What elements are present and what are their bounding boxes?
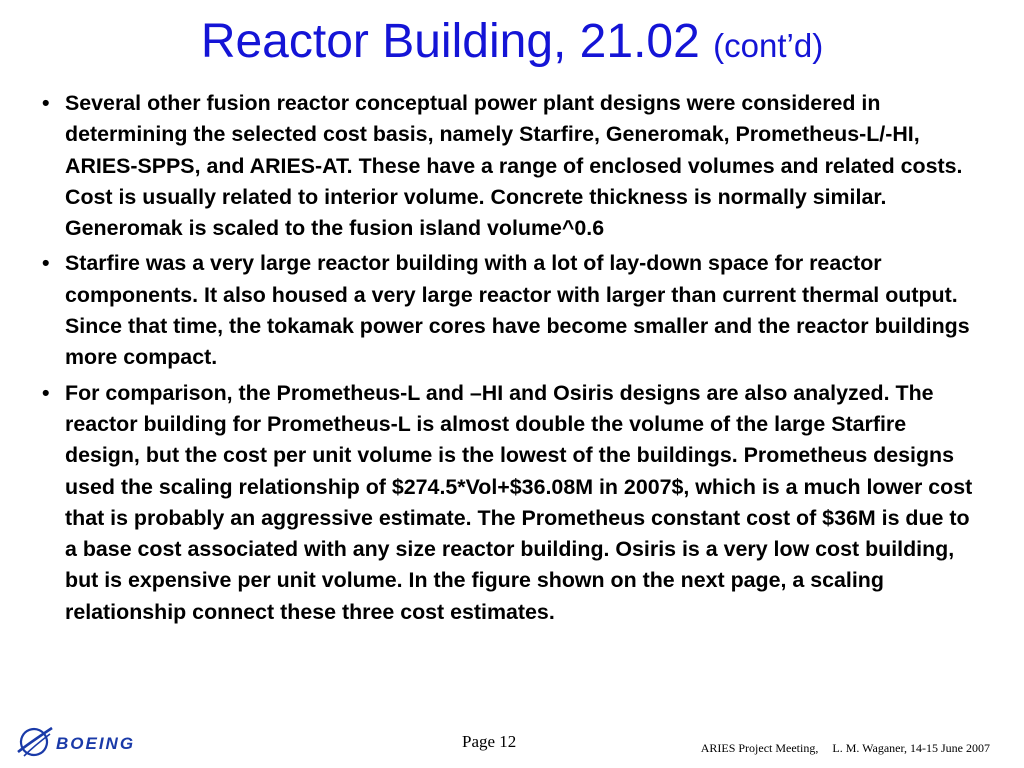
slide-title-suffix: (cont’d) bbox=[713, 27, 824, 64]
footer-meeting-info bbox=[701, 741, 990, 756]
slide-title bbox=[0, 14, 1024, 74]
bullet-item-1: • Several other fusion reactor conceptual power plant designs were considered in determining the selected cost basis, namely Starfire, Generomak, Prometheus-L/-HI, ARIES-SPPS, and ARIES-AT. These have a range of enclosed volumes and related costs. Cost is usually related to interior volume. Concrete thickness is normally similar. Generomak is scaled to the fusion island volume^0.6 bbox=[40, 88, 980, 244]
bullet-list bbox=[40, 88, 980, 632]
bullet-item-2: • Starfire was a very large reactor building with a lot of lay-down space for reactor components. It also housed a very large reactor with larger than current thermal output. Since that time, the tokamak power cores have become smaller and the reactor buildings more compact. bbox=[40, 248, 980, 373]
boeing-wordmark: BOEING bbox=[56, 734, 136, 753]
bullet-item-3: • For comparison, the Prometheus-L and –HI and Osiris designs are also analyzed. The reactor building for Prometheus-L is almost double the volume of the large Starfire design, but the cost per unit volume is the lowest of the buildings. Prometheus designs used the scaling relationship of $274.5*Vol+$36.08M in 2007$, which is a much lower cost that is probably an aggressive estimate. The Prometheus constant cost of $36M is due to a base cost associated with any size reactor building. Osiris is a very low cost building, but is expensive per unit volume. In the figure shown on the next page, a scaling relationship connect these three cost estimates. bbox=[40, 378, 980, 628]
slide-title-main: Reactor Building, 21.02 bbox=[200, 15, 700, 68]
boeing-symbol-icon bbox=[17, 725, 52, 758]
meeting-name: ARIES Project Meeting, bbox=[700, 741, 819, 755]
boeing-logo bbox=[14, 722, 204, 762]
author-date: L. M. Waganer, 14-15 June 2007 bbox=[832, 741, 990, 755]
page-number: Page 12 bbox=[462, 732, 517, 751]
